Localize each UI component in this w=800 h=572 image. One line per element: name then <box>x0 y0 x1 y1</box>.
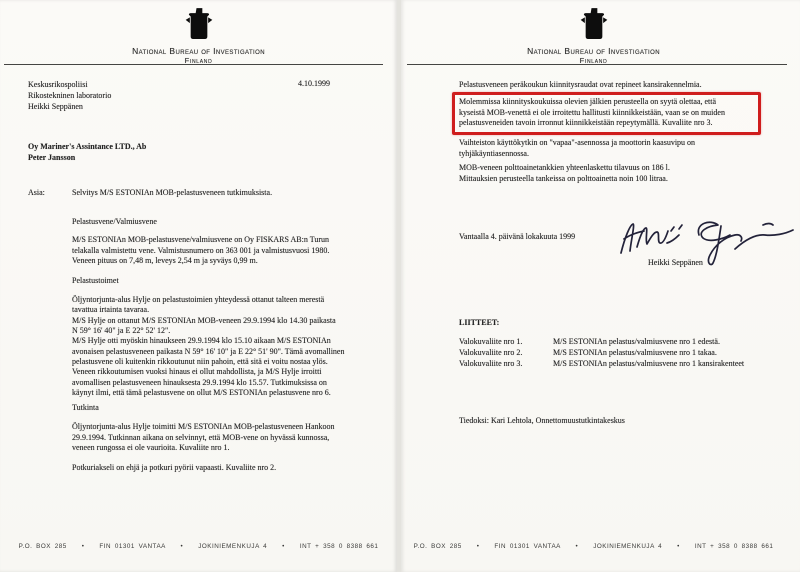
signer-name: Heikki Seppänen <box>648 258 703 267</box>
text-line: Veneen pituus on 7,48 m, leveys 2,54 m ja syväys 0,99 m. <box>72 256 258 266</box>
letter-page-1 <box>0 0 397 572</box>
text-line: kyseistä MOB-venettä ei ole irroitettu hallitusti kiinnikkeistään, vaan se on muiden <box>459 107 725 117</box>
org-country: Finland <box>184 56 213 65</box>
attachments-title: LIITTEET: <box>459 318 500 327</box>
text-line: Veneen rikkoutumisen vuoksi hinaus ei ollut mahdollista, ja M/S Hylje irroitti <box>72 367 322 377</box>
attachment-row <box>459 337 744 348</box>
attachment-row <box>459 359 744 370</box>
section-heading: Tutkinta <box>72 403 99 412</box>
highlight-box <box>452 92 761 135</box>
section-heading: Pelastusvene/Valmiusvene <box>72 217 157 226</box>
paragraph <box>459 138 695 159</box>
org-name: National Bureau of Investigation <box>132 46 265 56</box>
sender-line: Keskusrikospoliisi <box>28 80 88 89</box>
paragraph: Pelastusveneen peräkoukun kiinnitysraudat ovat repineet kansirakennelmia. <box>459 80 702 89</box>
text-line: avomallisen pelastusveneen hinauksesta 29.9.1994 klo 15.57. Tutkimuksissa on <box>72 377 327 387</box>
paragraph: Potkuriakseli on ehjä ja potkuri pyörii vapaasti. Kuvaliite nro 2. <box>72 463 277 472</box>
sender-block <box>28 79 111 112</box>
attachments-list <box>459 337 744 369</box>
page-footer: P.O. BOX 285 • FIN 01301 VANTAA • JOKINIEMENKUJA 4 • INT + 358 0 8388 661 <box>413 543 774 550</box>
section-heading: Pelastustoimet <box>72 276 119 285</box>
text-line: N 59° 16' 40" ja E 22° 52' 12". <box>72 326 171 336</box>
text-line: veneen rungossa ei ole vaurioita. Kuvaliite nro 1. <box>72 443 230 453</box>
text-line: Öljyntorjunta-alus Hylje on pelastustoimien yhteydessä ottanut talteen merestä <box>72 295 325 304</box>
text-line: pelastusvene oli kuitenkin rikkoutunut niin pahoin, että sitä ei voitu nostaa ylös. <box>72 357 328 367</box>
text-line: MOB-veneen polttoainetankkien yhteenlaskettu tilavuus on 186 l. <box>459 163 670 172</box>
sender-line: Heikki Seppänen <box>28 102 83 111</box>
attachment-row <box>459 348 744 359</box>
attachment-desc: M/S ESTONIAn pelastus/valmiusvene nro 1 edestä. <box>553 337 720 346</box>
signature-scrawl-icon <box>613 213 797 269</box>
cc-line: Tiedoksi: Kari Lehtola, Onnettomuustutkintakeskus <box>459 416 625 425</box>
text-line: telakalla valmistettu vene. Valmistusnumero on 363 001 ja valmistusvuosi 1980. <box>72 245 330 255</box>
subject-label: Asia: <box>28 188 45 197</box>
paragraph <box>72 422 335 454</box>
letterhead-rule <box>4 64 383 65</box>
attachment-label: Valokuvaliite nro 1. <box>459 337 523 346</box>
text-line: avonaisen pelastusveneen paikasta N 59° 16' 10" ja E 22° 51' 90". Tämä avomallinen <box>72 346 345 356</box>
text-line: tavattua irtainta tavaraa. <box>72 305 150 315</box>
text-line: tyhjäkäyntiasennossa. <box>459 148 529 158</box>
org-country: Finland <box>579 56 608 65</box>
recipient-line: Peter Jansson <box>28 153 76 162</box>
text-line: M/S ESTONIAn MOB-pelastusvene/valmiusvene on Oy FISKARS AB:n Turun <box>72 235 329 244</box>
org-name: National Bureau of Investigation <box>527 46 660 56</box>
text-line: käynyt ilmi, että tämä pelastusvene on ollut M/S ESTONIAn pelastusvene nro 6. <box>72 388 331 398</box>
letterhead <box>401 6 800 65</box>
text-line: M/S Hylje on ottanut M/S ESTONIAn MOB-veneen 29.9.1994 klo 14.30 paikasta <box>72 315 336 325</box>
nbi-crest-icon <box>184 6 214 42</box>
letter-date: 4.10.1999 <box>298 79 330 88</box>
text-line: Molemmissa kiinnityskoukuissa olevien jälkien perusteella on syytä olettaa, että <box>459 97 717 106</box>
sender-line: Rikostekninen laboratorio <box>28 91 112 100</box>
dateline: Vantaalla 4. päivänä lokakuuta 1999 <box>459 232 576 241</box>
paragraph <box>72 295 344 398</box>
text-line: Vaihteiston käyttökytkin on "vapaa"-asennossa ja moottorin kaasuvipu on <box>459 138 696 147</box>
text-line: Öljyntorjunta-alus Hylje toimitti M/S ESTONIAn MOB-pelastusveneen Hankoon <box>72 422 335 431</box>
text-line: Mittauksien perusteella tankeissa on polttoainetta noin 100 litraa. <box>459 173 668 183</box>
paragraph <box>72 235 329 267</box>
attachment-desc: M/S ESTONIAn pelastus/valmiusvene nro 1 takaa. <box>553 347 717 357</box>
page-footer: P.O. BOX 285 • FIN 01301 VANTAA • JOKINIEMENKUJA 4 • INT + 358 0 8388 661 <box>18 543 379 550</box>
letter-page-2 <box>401 0 800 572</box>
attachment-label: Valokuvaliite nro 2. <box>459 347 523 357</box>
nbi-crest-icon <box>579 6 609 42</box>
subject-text: Selvitys M/S ESTONIAn MOB-pelastusveneen tutkimuksista. <box>72 188 273 197</box>
attachment-desc: M/S ESTONIAn pelastus/valmiusvene nro 1 kansirakenteet <box>553 358 745 368</box>
letterhead <box>0 6 397 65</box>
text-line: 29.9.1994. Tutkinnan aikana on selvinnyt, että MOB-vene on hyvässä kunnossa, <box>72 432 330 442</box>
paragraph <box>459 163 670 184</box>
text-line: pelastusveneiden tavoin irronnut kiinnikkeistään repeytymällä. Kuvaliite nro 3. <box>459 118 713 127</box>
text-line: M/S Hylje otti myöskin hinaukseen 29.9.1994 klo 15.10 aikaan M/S ESTONIAn <box>72 336 331 346</box>
recipient-block <box>28 141 146 163</box>
recipient-line: Oy Mariner's Assintance LTD., Ab <box>28 142 147 151</box>
attachment-label: Valokuvaliite nro 3. <box>459 358 523 368</box>
letterhead-rule <box>407 64 787 65</box>
